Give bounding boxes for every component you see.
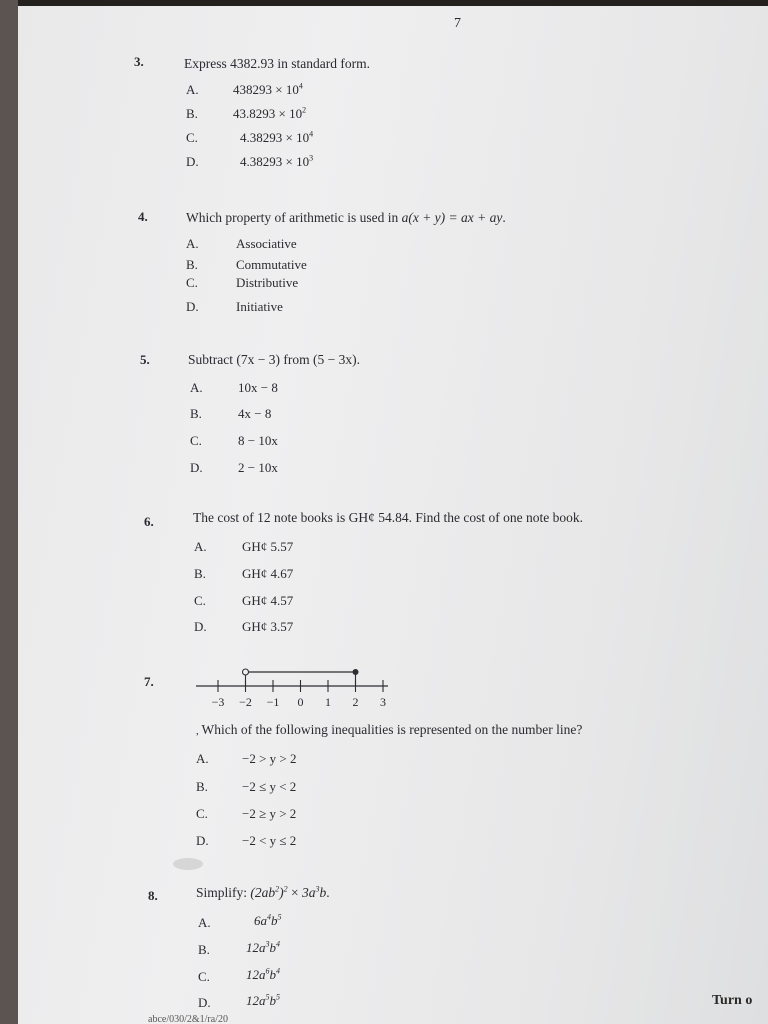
question-stem: The cost of 12 note books is GH¢ 54.84. Find the cost of one note book. xyxy=(193,510,583,525)
exam-page xyxy=(18,0,768,1024)
option-d-text[interactable]: GH¢ 3.57 xyxy=(242,619,294,634)
option-letter-c: C. xyxy=(186,130,198,145)
option-b-text[interactable]: 4x − 8 xyxy=(238,406,272,421)
option-letter-c: C. xyxy=(194,593,206,608)
option-letter-a: A. xyxy=(196,751,209,766)
option-a-text[interactable]: $6a^4b^5$ xyxy=(254,912,282,928)
option-letter-b: B. xyxy=(196,779,208,794)
option-c-text[interactable]: $4.38293 \times 10^4$ xyxy=(240,129,314,145)
footer-code: abce/030/2&1/ra/20 xyxy=(148,1014,228,1024)
option-c-text[interactable]: GH¢ 4.57 xyxy=(242,593,294,608)
option-letter-c: C. xyxy=(196,806,208,821)
number-line-tick-label: 1 xyxy=(325,695,331,709)
number-line-tick-label: −1 xyxy=(266,695,280,709)
question-stem: Which property of arithmetic is used in a(x + y) = ax + ay. xyxy=(186,210,506,225)
open-circle-endpoint xyxy=(243,669,249,675)
number-line-tick-label: 0 xyxy=(297,695,304,709)
question-number: 5. xyxy=(140,352,150,367)
option-letter-d: D. xyxy=(198,995,211,1010)
option-letter-d: D. xyxy=(194,619,207,634)
turn-over-note: Turn o xyxy=(712,993,753,1008)
question-stem: Subtract (7x − 3) from (5 − 3x). xyxy=(188,352,360,367)
option-letter-a: A. xyxy=(190,380,203,395)
option-b-text[interactable]: Commutative xyxy=(236,257,307,272)
question-stem: Express 4382.93 in standard form. xyxy=(184,56,370,71)
number-line-tick-label: 3 xyxy=(380,695,386,709)
number-line-tick-label: −3 xyxy=(211,695,225,709)
option-b-text[interactable]: −2 ≤ y < 2 xyxy=(242,779,297,794)
option-d-text[interactable]: $4.38293 \times 10^3$ xyxy=(240,153,314,169)
option-b-text[interactable]: $43.8293 \times 10^2$ xyxy=(233,105,307,121)
option-a-text[interactable]: −2 > y > 2 xyxy=(242,751,297,766)
ink-smudge xyxy=(173,858,203,870)
option-d-text[interactable]: Initiative xyxy=(236,299,283,314)
option-letter-d: D. xyxy=(190,460,203,475)
number-line-diagram xyxy=(188,660,398,710)
question-number: 6. xyxy=(144,514,154,529)
question-number: 3. xyxy=(134,54,144,69)
option-letter-d: D. xyxy=(186,154,199,169)
option-letter-c: C. xyxy=(198,969,210,984)
number-line-tick-label: −2 xyxy=(239,695,252,709)
question-stem: , Which of the following inequalities is represented on the number line? xyxy=(196,722,583,737)
option-b-text[interactable]: $12a^3b^4$ xyxy=(246,939,280,955)
page-top-edge xyxy=(18,0,768,6)
option-b-text[interactable]: GH¢ 4.67 xyxy=(242,566,294,581)
option-letter-c: C. xyxy=(190,433,202,448)
option-letter-b: B. xyxy=(198,942,210,957)
question-number: 8. xyxy=(148,888,158,903)
option-letter-b: B. xyxy=(186,257,198,272)
option-letter-a: A. xyxy=(198,915,211,930)
question-number: 4. xyxy=(138,209,148,224)
option-d-text[interactable]: −2 < y ≤ 2 xyxy=(242,833,297,848)
option-c-text[interactable]: 8 − 10x xyxy=(238,433,278,448)
option-a-text[interactable]: $438293 \times 10^4$ xyxy=(233,81,303,97)
closed-circle-endpoint xyxy=(353,669,359,675)
question-stem: Simplify: $(2ab^2)^2 \times 3a^3b$. xyxy=(196,884,330,900)
question-number: 7. xyxy=(144,674,154,689)
option-c-text[interactable]: Distributive xyxy=(236,275,299,290)
option-a-text[interactable]: GH¢ 5.57 xyxy=(242,539,294,554)
number-line-tick-label: 2 xyxy=(352,695,359,709)
option-letter-c: C. xyxy=(186,275,198,290)
option-a-text[interactable]: 10x − 8 xyxy=(238,380,278,395)
option-letter-b: B. xyxy=(194,566,206,581)
option-c-text[interactable]: $12a^6b^4$ xyxy=(246,966,280,982)
option-letter-d: D. xyxy=(196,833,209,848)
option-letter-a: A. xyxy=(186,236,199,251)
option-a-text[interactable]: Associative xyxy=(236,236,297,251)
option-letter-b: B. xyxy=(190,406,202,421)
option-letter-d: D. xyxy=(186,299,199,314)
option-letter-a: A. xyxy=(186,82,199,97)
option-c-text[interactable]: −2 ≥ y > 2 xyxy=(242,806,297,821)
option-d-text[interactable]: 2 − 10x xyxy=(238,460,278,475)
page-number: 7 xyxy=(454,16,461,31)
option-d-text[interactable]: $12a^5b^5$ xyxy=(246,992,280,1008)
option-letter-a: A. xyxy=(194,539,207,554)
option-letter-b: B. xyxy=(186,106,198,121)
